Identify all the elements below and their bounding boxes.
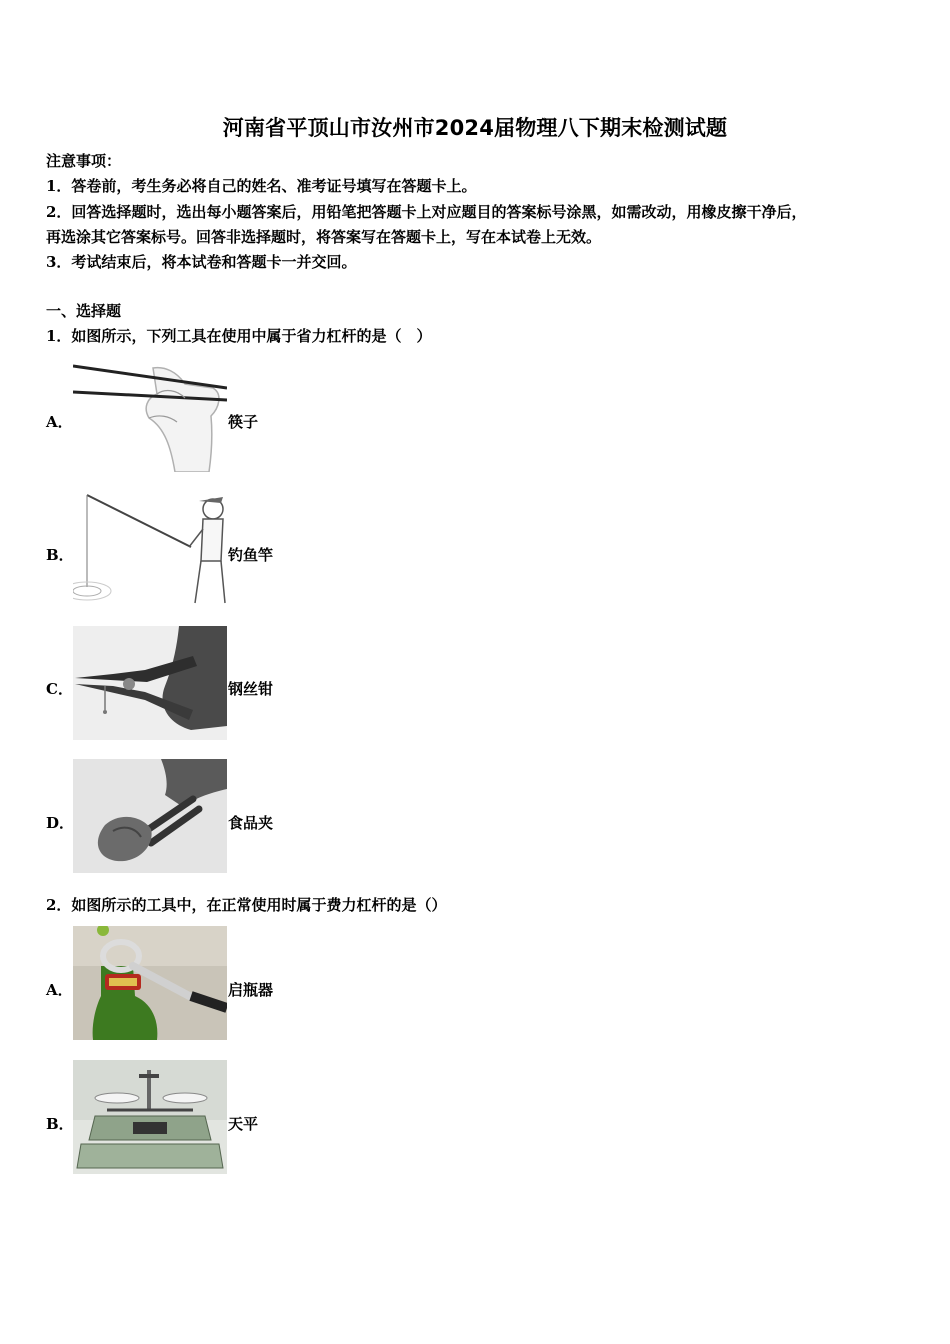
notice-item-3: 3．考试结束后，将本试卷和答题卡一并交回。 (46, 253, 357, 271)
balance-scale-image (73, 1060, 227, 1174)
q2-option-b-label: 天平 (228, 1115, 259, 1133)
q1-option-b-label: 钓鱼竿 (228, 546, 274, 564)
notice-item-2: 2．回答选择题时，选出每小题答案后，用铅笔把答题卡上对应题目的答案标号涂黑，如需改动，用橡皮擦干净后， (46, 203, 807, 221)
question-2-stem: 2．如图所示的工具中，在正常使用时属于费力杠杆的是（） (46, 896, 447, 914)
q2-option-a-letter: A． (46, 981, 73, 999)
notice-heading: 注意事项： (46, 152, 122, 170)
page-title: 河南省平顶山市汝州市2024届物理八下期末检测试题 (222, 116, 728, 140)
q1-option-a-letter: A． (46, 413, 73, 431)
q1-option-c-letter: C． (46, 680, 73, 698)
chopsticks-image (73, 358, 227, 472)
fishing-rod-image (73, 491, 227, 605)
q2-option-a-label: 启瓶器 (228, 981, 274, 999)
q1-option-c-label: 钢丝钳 (228, 680, 274, 698)
q1-option-a-label: 筷子 (228, 413, 259, 431)
q1-option-b-letter: B． (46, 546, 74, 564)
wire-pliers-image (73, 626, 227, 740)
question-1-stem: 1．如图所示，下列工具在使用中属于省力杠杆的是（ ） (46, 327, 432, 345)
q1-option-d-label: 食品夹 (228, 814, 274, 832)
notice-item-1: 1．答卷前，考生务必将自己的姓名、准考证号填写在答题卡上。 (46, 177, 477, 195)
bottle-opener-image (73, 926, 227, 1040)
food-tongs-image (73, 759, 227, 873)
section-heading: 一、选择题 (46, 302, 122, 320)
notice-item-2-continued: 再选涂其它答案标号。回答非选择题时，将答案写在答题卡上，写在本试卷上无效。 (46, 228, 602, 246)
q1-option-d-letter: D． (46, 814, 75, 832)
q2-option-b-letter: B． (46, 1115, 74, 1133)
